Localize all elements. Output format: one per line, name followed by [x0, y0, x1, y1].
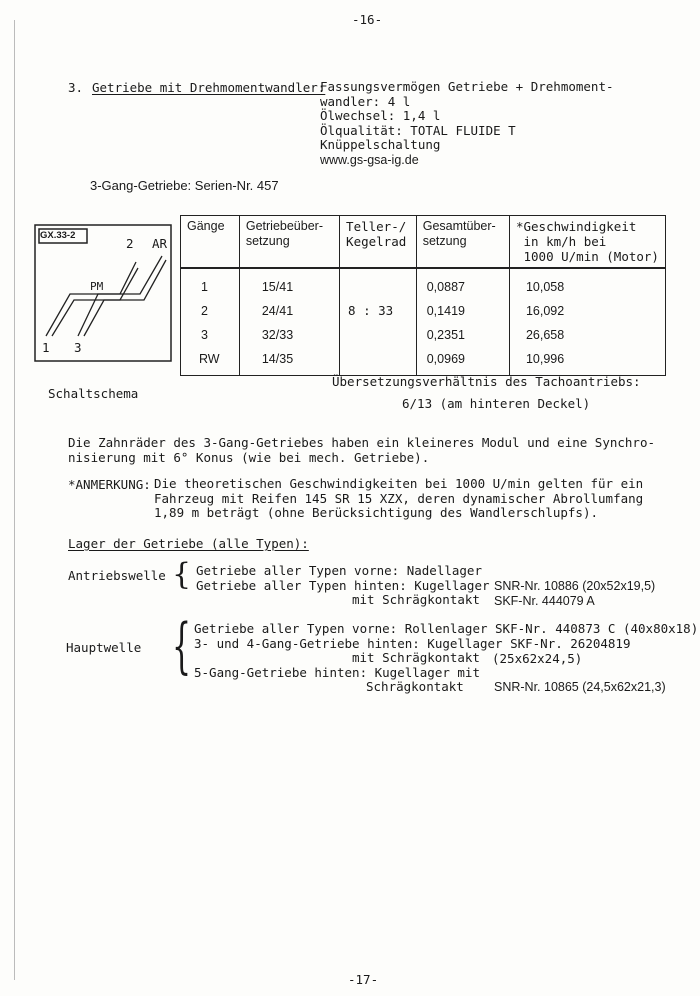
brace-icon: {: [172, 557, 192, 592]
table-row: 2 24/41 8 : 33 0,1419 16,092: [181, 299, 666, 323]
page-margin-line: [14, 20, 15, 980]
page-number-bottom: -17-: [348, 972, 379, 987]
haupt-last-part: SNR-Nr. 10865 (24,5x62x21,3): [494, 680, 666, 694]
gear-ratio-table: [180, 215, 666, 376]
spec-line: Ölqualität: TOTAL FLUIDE T: [320, 122, 516, 138]
spec-line: Knüppelschaltung: [320, 137, 441, 152]
spec-line: Fassungsvermögen Getriebe + Drehmoment-: [320, 79, 614, 94]
diagram-label-2: 2: [126, 236, 134, 251]
note-text: Die theoretischen Geschwindigkeiten bei 1000 U/min gelten für ein Fahrzeug mit Reifen 145 SR 15 XZX, deren dynamischer Abrollumfang 1,89 m beträgt (ohne Berücksichtigung des Wandlerschlupfs).: [154, 476, 644, 520]
spec-line: wandler: 4 l: [320, 93, 411, 109]
header-gearbox-ratio: Getriebeüber- setzung: [239, 216, 339, 269]
gearbox-heading: 3-Gang-Getriebe: Serien-Nr. 457: [90, 178, 279, 193]
website-link: www.gs-gsa-ig.de: [320, 152, 419, 167]
header-speed: *Geschwindigkeit in km/h bei 1000 U/min (Motor): [509, 216, 665, 269]
diagram-label-ar: AR: [152, 236, 168, 251]
synchro-paragraph: Die Zahnräder des 3-Gang-Getriebes haben ein kleineres Modul und eine Synchro- nisierung mit 6° Konus (wie bei mech. Getriebe).: [68, 435, 655, 465]
section-number: 3.: [68, 80, 84, 95]
haupt-dimension: (25x62x24,5): [492, 651, 583, 666]
haupt-lines: Getriebe aller Typen vorne: Rollenlager SKF-Nr. 440873 C (40x80x18) 3- und 4-Gang-Getriebe hinten: Kugellager SKF-Nr. 26204819 mit Schrägkontakt 5-Gang-Getriebe hinten: Kugellager mit Schrägkontakt: [194, 621, 699, 694]
haupt-label: Hauptwelle: [66, 640, 142, 655]
tacho-line-1: Übersetzungsverhältnis des Tachoantriebs:: [332, 374, 641, 389]
diagram-tag: GX.33-2: [40, 230, 76, 241]
header-gears: Gänge: [181, 216, 240, 269]
header-final-drive: Teller-/ Kegelrad: [340, 216, 417, 269]
brace-icon: {: [172, 611, 192, 681]
page-number-top: -16-: [352, 12, 383, 27]
table-row: RW 14/35 0,0969 10,996: [181, 347, 666, 376]
spec-line: Ölwechsel: 1,4 l: [320, 108, 441, 123]
table-row: 3 32/33 0,2351 26,658: [181, 323, 666, 347]
diagram-label-pm: PM: [90, 280, 104, 293]
bearings-title: Lager der Getriebe (alle Typen):: [68, 536, 309, 551]
section-specs: [320, 80, 614, 167]
diagram-label-3: 3: [74, 340, 82, 355]
table-row: 1 15/41 0,0887 10,058: [181, 268, 666, 299]
tacho-line-2: 6/13 (am hinteren Deckel): [402, 396, 591, 411]
header-overall-ratio: Gesamtüber- setzung: [416, 216, 509, 269]
antrieb-lines: Getriebe aller Typen vorne: Nadellager Getriebe aller Typen hinten: Kugellager mit Schrägkontakt: [196, 563, 490, 607]
diagram-caption: Schaltschema: [48, 386, 139, 401]
diagram-label-1: 1: [42, 340, 50, 355]
section-title: Getriebe mit Drehmomentwandler:: [92, 80, 326, 95]
table-header-row: [181, 216, 666, 269]
antrieb-label: Antriebswelle: [68, 568, 166, 583]
antrieb-parts: SNR-Nr. 10886 (20x52x19,5) SKF-Nr. 444079 A: [494, 579, 656, 608]
note-label: *ANMERKUNG:: [68, 477, 151, 492]
